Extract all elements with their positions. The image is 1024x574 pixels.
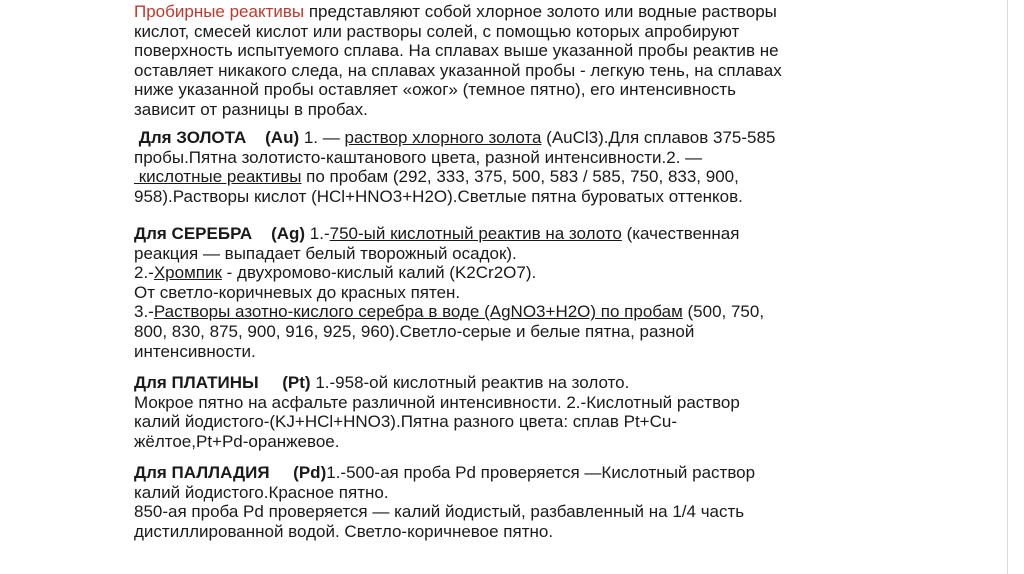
slide-edge-divider bbox=[1007, 0, 1008, 574]
intro-line-3: поверхность испытуемого сплава. На сплавах выше указанной пробы реактив не bbox=[134, 41, 779, 61]
palladium-text: 1.-500-ая проба Pd проверяется —Кислотный раствор bbox=[326, 463, 756, 482]
palladium-line-2: калий йодистого.Красное пятно. bbox=[134, 482, 389, 502]
silver-nitrate-solutions: Растворы азотно-кислого серебра в воде (AgNO3+H2O) по пробам bbox=[153, 302, 683, 322]
silver-line-2: реакция — выпадает белый творожный осадок). bbox=[134, 243, 517, 263]
silver-text: 3.- bbox=[134, 302, 154, 322]
gold-line-1 bbox=[134, 128, 874, 148]
platinum-line-1 bbox=[134, 373, 874, 393]
silver-text: 1.- bbox=[305, 224, 330, 243]
platinum-line-3: калий йодистого-(KJ+HCl+HNO3).Пятна разного цвета: сплав Pt+Cu- bbox=[134, 412, 678, 432]
intro-line-6: зависит от разницы в пробах. bbox=[134, 99, 368, 119]
palladium-line-3: 850-ая проба Pd проверяется — калий йодистый, разбавленный на 1/4 часть bbox=[134, 502, 745, 522]
platinum-paragraph bbox=[134, 373, 874, 451]
intro-text: представляют собой хлорное золото или водные растворы bbox=[304, 2, 777, 21]
silver-line-6: 800, 830, 875, 900, 916, 925, 960).Светло-серые и белые пятна, разной bbox=[134, 321, 695, 341]
silver-line-3 bbox=[134, 263, 874, 283]
silver-paragraph bbox=[134, 224, 874, 361]
platinum-text: 1.-958-ой кислотный реактив на золото. bbox=[310, 373, 630, 392]
palladium-line-1 bbox=[134, 463, 874, 483]
platinum-heading: Для ПЛАТИНЫ (Pt) bbox=[134, 373, 311, 392]
gold-acid-reagents: кислотные реактивы bbox=[134, 167, 302, 187]
silver-text: 2.- bbox=[134, 263, 154, 283]
silver-reagent-750: 750-ый кислотный реактив на золото bbox=[329, 224, 622, 243]
intro-line-5: ниже указанной пробы оставляет «ожог» (темное пятно), его интенсивность bbox=[134, 80, 736, 100]
gold-heading: Для ЗОЛОТА (Au) bbox=[134, 128, 300, 147]
gold-reagent-link: раствор хлорного золота bbox=[344, 128, 542, 147]
platinum-line-4: жёлтое,Pt+Pd-оранжевое. bbox=[134, 431, 340, 451]
intro-line-2: кислот, смесей кислот или растворы солей, с помощью которых апробируют bbox=[134, 21, 740, 41]
intro-line-4: оставляет никакого следа, на сплавах указанной пробы - легкую тень, на сплавах bbox=[134, 60, 782, 80]
intro-line-1 bbox=[134, 2, 874, 22]
silver-text: (500, 750, bbox=[682, 302, 765, 322]
platinum-line-2: Мокрое пятно на асфальте различной интенсивности. 2.-Кислотный раствор bbox=[134, 392, 740, 412]
intro-term: Пробирные реактивы bbox=[134, 2, 305, 21]
silver-line-4: От светло-коричневых до красных пятен. bbox=[134, 282, 461, 302]
silver-line-7: интенсивности. bbox=[134, 341, 256, 361]
gold-line-2: пробы.Пятна золотисто-каштанового цвета, разной интенсивности.2. — bbox=[134, 147, 703, 167]
gold-text: 1. — bbox=[299, 128, 345, 147]
silver-text: - двухромово-кислый калий (K2Cr2O7). bbox=[221, 263, 537, 283]
palladium-heading: Для ПАЛЛАДИЯ (Pd) bbox=[134, 463, 327, 482]
palladium-line-4: дистиллированной водой. Светло-коричневое пятно. bbox=[134, 521, 554, 541]
silver-line-5 bbox=[134, 302, 874, 322]
gold-line-4: 958).Растворы кислот (HCl+HNO3+H2O).Светлые пятна буроватых оттенков. bbox=[134, 186, 743, 206]
palladium-paragraph bbox=[134, 463, 874, 541]
gold-text: (AuCl3).Для сплавов 375-585 bbox=[541, 128, 776, 147]
gold-line-3 bbox=[134, 167, 874, 187]
silver-heading: Для СЕРЕБРА (Ag) bbox=[134, 224, 306, 243]
silver-line-1 bbox=[134, 224, 874, 244]
silver-text: (качественная bbox=[621, 224, 740, 243]
gold-text: по пробам (292, 333, 375, 500, 583 / 585, 750, 833, 900, bbox=[301, 167, 739, 187]
gold-paragraph bbox=[134, 128, 874, 206]
intro-paragraph bbox=[134, 2, 874, 120]
silver-chrompik: Хромпик bbox=[153, 263, 222, 283]
